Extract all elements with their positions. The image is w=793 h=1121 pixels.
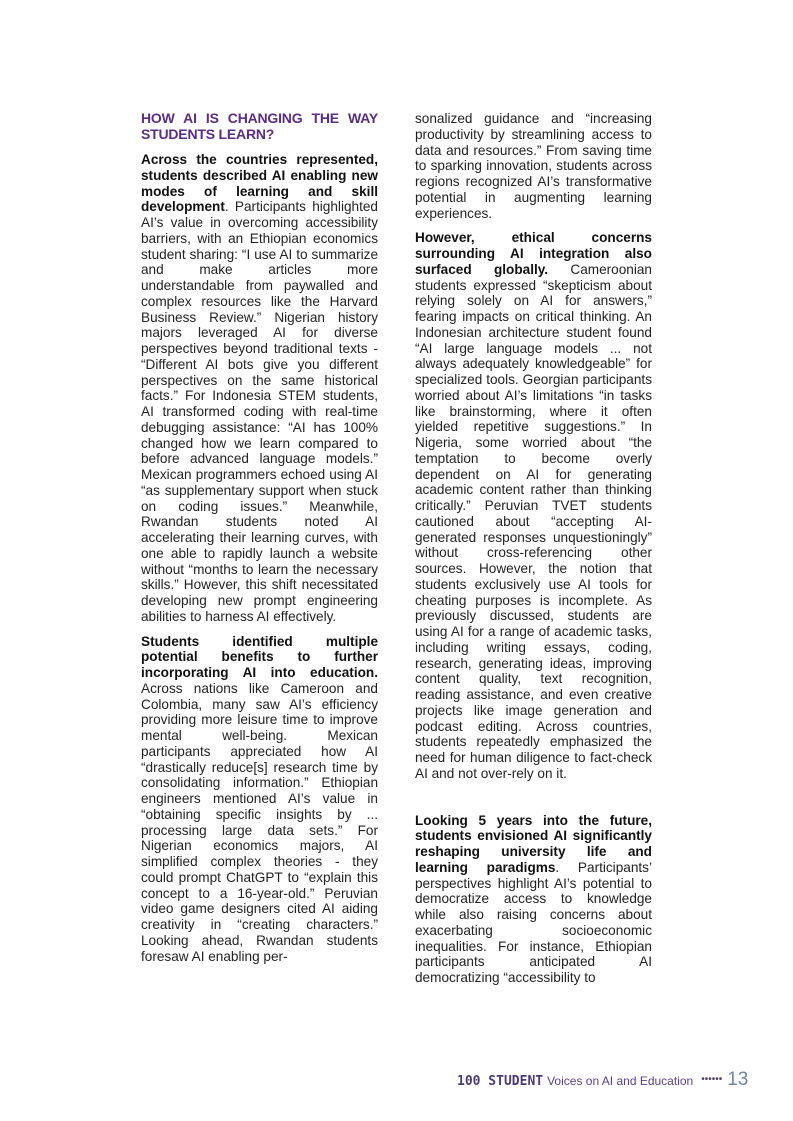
paragraph-body: . Participants highlighted AI’s value in overcoming accessibility barriers, with an Ethiopian economics student sharing: “I use AI to summarize and make articles more understandable from paywalled and complex resources like the Harvard Business Review.” Nigerian history majors leveraged AI for diverse perspectives beyond traditional texts - “Different AI bots give you different perspectives on the same historical facts.” For Indonesia STEM students, AI transformed coding with real-time debugging assistance: “AI has 100% changed how we learn compared to before advanced language models.” Mexican programmers echoed using AI “as supplementary support when stuck on coding issues.” Meanwhile, Rwandan students noted AI accelerating their learning curves, with one able to rapidly launch a website without “months to learn the necessary skills.” However, this shift necessitated developing new prompt engineering abilities to harness AI effectively. <box>141 199 378 624</box>
paragraph-body: Cameroonian students expressed “skepticism about relying solely on AI for answers,” fearing impacts on critical thinking. An Indonesian architecture student found “AI large language models ... not always adequately knowledgeable” for specialized tools. Georgian participants worried about AI’s limitations “in tasks like brainstorming, where it often yielded repetitive suggestions.” In Nigeria, some worried about “the temptation to become overly dependent on AI for generating academic content rather than thinking critically.” Peruvian TVET students cautioned about “accepting AI-generated responses unquestioningly” without cross-referencing other sources. However, the notion that students exclusively use AI tools for cheating purposes is incomplete. As previously discussed, students are using AI for a range of academic tasks, including writing essays, coding, research, generating ideas, improving content quality, text recognition, reading assistance, and even creative projects like image generation and podcast editing. Across countries, students repeatedly emphasized the need for human diligence to fact-check AI and not over-rely on it. <box>415 261 652 781</box>
paragraph-benefits <box>141 634 378 965</box>
paragraph-lead: However, ethical concerns surrounding AI integration also surfaced globally. <box>415 230 652 277</box>
paragraph-body: Across nations like Cameroon and Colombia, many saw AI’s efficiency providing more leisure time to improve mental well-being. Mexican participants appreciated how AI “drastically reduce[s] research time by consolidating information.” Ethiopian engineers mentioned AI’s value in “obtaining specific insights by ... processing large data sets.” For Nigerian economics majors, AI simplified complex theories - they could prompt ChatGPT to “explain this concept to a 16-year-old.” Peruvian video game designers cited AI aiding creativity in “creating characters.” Looking ahead, Rwandan students foresaw AI enabling per- <box>141 680 378 964</box>
paragraph-future <box>415 813 652 986</box>
column-left <box>141 111 378 973</box>
section-heading: HOW AI IS CHANGING THE WAY STUDENTS LEARN? <box>141 110 378 142</box>
page-number: 13 <box>727 1069 749 1090</box>
paragraph-lead: Students identified multiple potential benefits to further incorporating AI into education. <box>141 633 378 680</box>
footer-brand: 100 STUDENT <box>457 1074 544 1089</box>
paragraph-learning-modes <box>141 152 378 625</box>
paragraph-lead: Across the countries represented, students described AI enabling new modes of learning and skill development <box>141 152 378 215</box>
column-right <box>415 111 652 995</box>
paragraph-ethical-concerns <box>415 230 652 781</box>
paragraph-benefits-continued: sonalized guidance and “increasing productivity by streamlining access to data and resources.” From saving time to sparking innovation, students across regions recognized AI’s transformative potential in augmenting learning experiences. <box>415 111 652 221</box>
paragraph-lead: Looking 5 years into the future, students envisioned AI significantly reshaping university life and learning paradigms <box>415 812 652 875</box>
footer-dots: •••••• <box>701 1074 723 1085</box>
footer-subtitle: Voices on AI and Education <box>547 1074 694 1088</box>
page-footer <box>457 1069 748 1091</box>
paragraph-body: . Participants’ perspectives highlight AI’s potential to democratize access to knowledge while also raising concerns about exacerbating socioeconomic inequalities. For instance, Ethiopian participants anticipated AI democratizing “accessibility to <box>415 859 652 985</box>
